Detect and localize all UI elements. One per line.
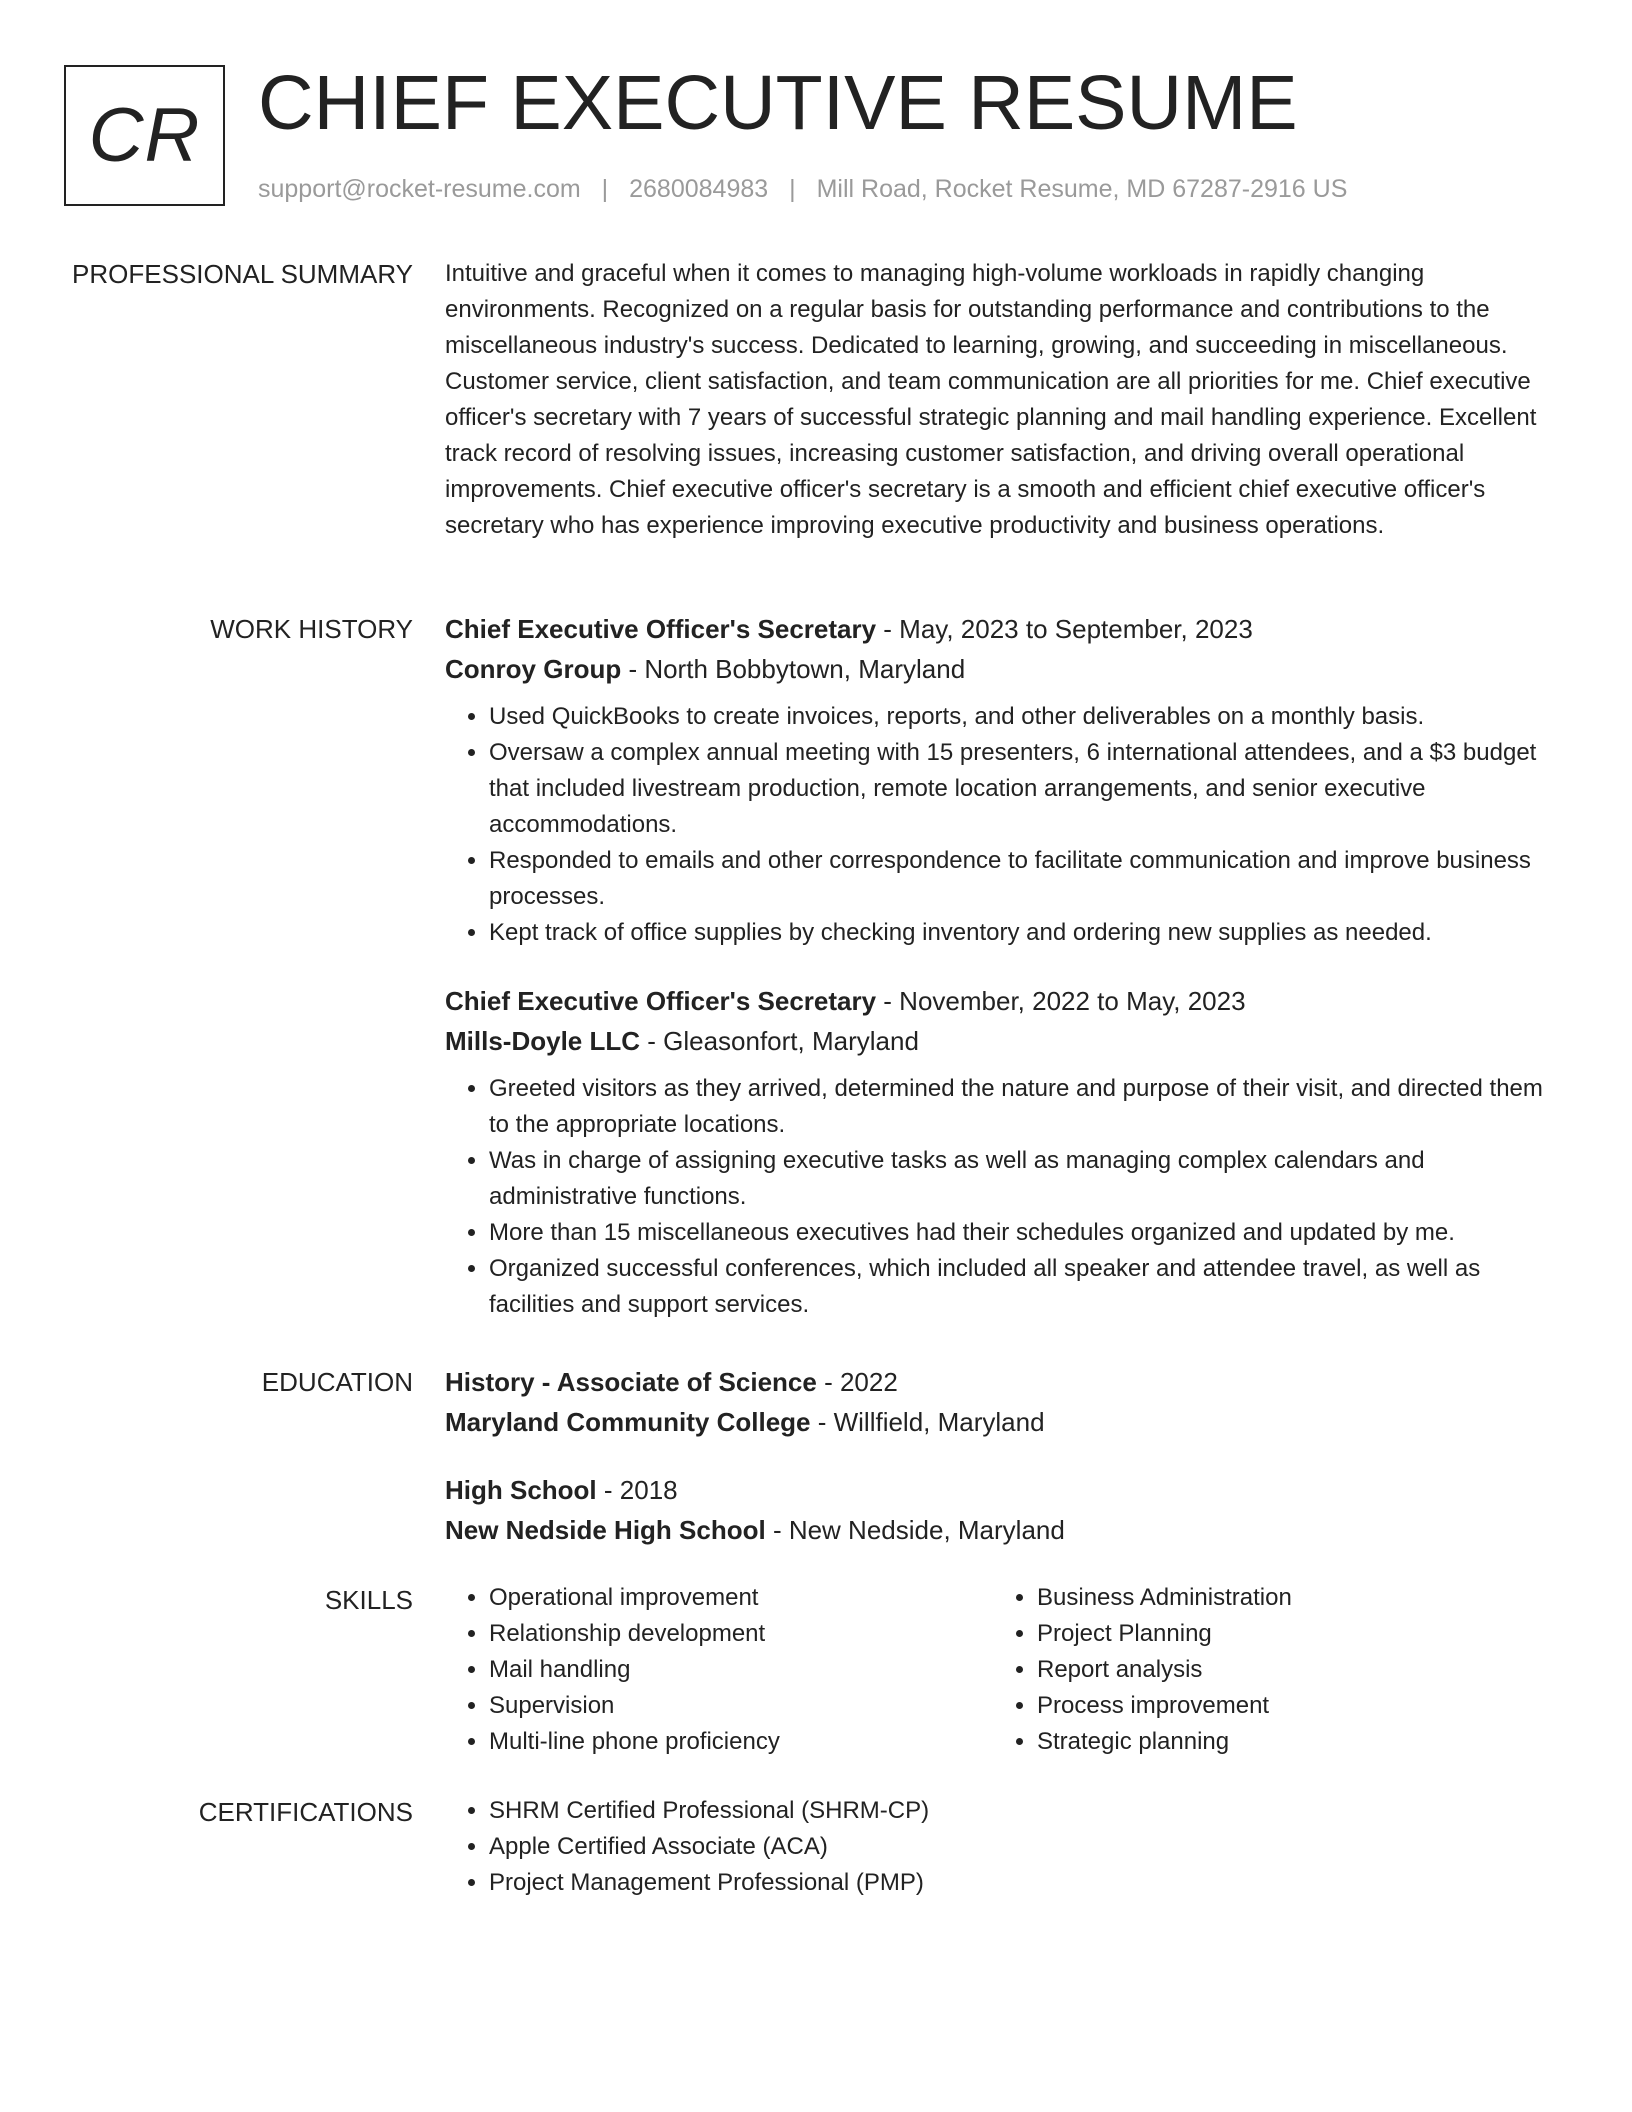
- education-entry: [445, 1362, 1545, 1442]
- job-title-line: [445, 609, 1545, 649]
- list-item: • Responded to emails and other correspondence to facilitate communication and improve business processes.: [489, 843, 1545, 915]
- list-item: • Project Management Professional (PMP): [489, 1865, 1545, 1901]
- contact-phone[interactable]: 2680084983: [629, 175, 769, 203]
- list-item: • Oversaw a complex annual meeting with 15 presenters, 6 international attendees, and a $3 budget that included livestream production, remote location arrangements, and senior executive accommodations.: [489, 735, 1545, 843]
- list-item: • Mail handling: [489, 1652, 993, 1688]
- job-dates: - May, 2023 to September, 2023: [876, 614, 1253, 644]
- certifications-section-label: CERTIFICATIONS: [198, 1797, 413, 1827]
- list-item: • Report analysis: [1037, 1652, 1541, 1688]
- summary-section: [445, 256, 1545, 544]
- list-item: • Relationship development: [489, 1616, 993, 1652]
- skills-section-label: SKILLS: [324, 1585, 413, 1615]
- resume-title: CHIEF EXECUTIVE RESUME: [258, 60, 1298, 146]
- list-item: • Was in charge of assigning executive tasks as well as managing complex calendars and administrative functions.: [489, 1143, 1545, 1215]
- skills-list: [445, 1580, 993, 1760]
- list-item: • More than 15 miscellaneous executives had their schedules organized and updated by me.: [489, 1215, 1545, 1251]
- work-history-section-label: WORK HISTORY: [210, 614, 413, 644]
- list-item: • Multi-line phone proficiency: [489, 1724, 993, 1760]
- work-history-section: [445, 609, 1545, 1353]
- monogram-initials: CR: [88, 93, 201, 178]
- school-line: [445, 1402, 1545, 1442]
- job-title: Chief Executive Officer's Secretary: [445, 614, 877, 644]
- education-entry: [445, 1470, 1545, 1550]
- education-section-label: EDUCATION: [261, 1367, 413, 1397]
- job-duties-list: [445, 699, 1545, 951]
- degree-year: - 2018: [596, 1475, 678, 1505]
- list-item: • Project Planning: [1037, 1616, 1541, 1652]
- job-entry: [445, 981, 1545, 1323]
- degree-name: High School: [445, 1475, 597, 1505]
- job-duties-list: [445, 1071, 1545, 1323]
- skills-list: [993, 1580, 1541, 1760]
- job-location: - North Bobbytown, Maryland: [621, 654, 966, 684]
- degree-year: - 2022: [816, 1367, 898, 1397]
- degree-line: [445, 1470, 1545, 1510]
- school-line: [445, 1510, 1545, 1550]
- list-item: • Apple Certified Associate (ACA): [489, 1829, 1545, 1865]
- job-title-line: [445, 981, 1545, 1021]
- school-location: - Willfield, Maryland: [810, 1407, 1045, 1437]
- list-item: • Supervision: [489, 1688, 993, 1724]
- certifications-section: [445, 1793, 1545, 1901]
- school-name: Maryland Community College: [445, 1407, 811, 1437]
- skills-columns: [445, 1580, 1545, 1760]
- education-section: [445, 1362, 1545, 1578]
- skills-section: [445, 1580, 1545, 1760]
- list-item: • Organized successful conferences, which included all speaker and attendee travel, as well as facilities and support services.: [489, 1251, 1545, 1323]
- contact-separator: |: [601, 175, 609, 203]
- job-entry: [445, 609, 1545, 951]
- list-item: • Process improvement: [1037, 1688, 1541, 1724]
- summary-text: Intuitive and graceful when it comes to managing high-volume workloads in rapidly changing environments. Recognized on a regular basis for outstanding performance and contributions to the miscellaneous industry's success. Dedicated to learning, growing, and succeeding in miscellaneous. Customer service, client satisfaction, and team communication are all priorities for me. Chief executive officer's secretary with 7 years of successful strategic planning and mail handling experience. Excellent track record of resolving issues, increasing customer satisfaction, and driving overall operational improvements. Chief executive officer's secretary is a smooth and efficient chief executive officer's secretary who has experience improving executive productivity and business operations.: [445, 260, 1537, 539]
- job-dates: - November, 2022 to May, 2023: [876, 986, 1246, 1016]
- school-name: New Nedside High School: [445, 1515, 766, 1545]
- contact-separator: |: [789, 175, 796, 203]
- job-title: Chief Executive Officer's Secretary: [445, 986, 877, 1016]
- list-item: • SHRM Certified Professional (SHRM-CP): [489, 1793, 1545, 1829]
- school-location: - New Nedside, Maryland: [765, 1515, 1065, 1545]
- monogram-badge: [64, 65, 225, 206]
- degree-name: History - Associate of Science: [445, 1367, 817, 1397]
- summary-section-label: PROFESSIONAL SUMMARY: [72, 259, 413, 289]
- contact-email[interactable]: support@rocket-resume.com: [258, 175, 581, 203]
- skills-column-left: [445, 1580, 993, 1760]
- list-item: • Operational improvement: [489, 1580, 993, 1616]
- job-company-line: [445, 649, 1545, 689]
- job-location: - Gleasonfort, Maryland: [640, 1026, 919, 1056]
- list-item: • Greeted visitors as they arrived, determined the nature and purpose of their visit, and directed them to the appropriate locations.: [489, 1071, 1545, 1143]
- degree-line: [445, 1362, 1545, 1402]
- list-item: • Used QuickBooks to create invoices, reports, and other deliverables on a monthly basis.: [489, 699, 1545, 735]
- list-item: • Kept track of office supplies by checking inventory and ordering new supplies as needed.: [489, 915, 1545, 951]
- job-company: Mills-Doyle LLC: [445, 1026, 641, 1056]
- list-item: • Business Administration: [1037, 1580, 1541, 1616]
- job-company: Conroy Group: [445, 654, 622, 684]
- job-company-line: [445, 1021, 1545, 1061]
- list-item: • Strategic planning: [1037, 1724, 1541, 1760]
- skills-column-right: [993, 1580, 1541, 1760]
- contact-line: [258, 172, 1347, 206]
- contact-address: Mill Road, Rocket Resume, MD 67287-2916 US: [816, 175, 1348, 203]
- certifications-list: [445, 1793, 1545, 1901]
